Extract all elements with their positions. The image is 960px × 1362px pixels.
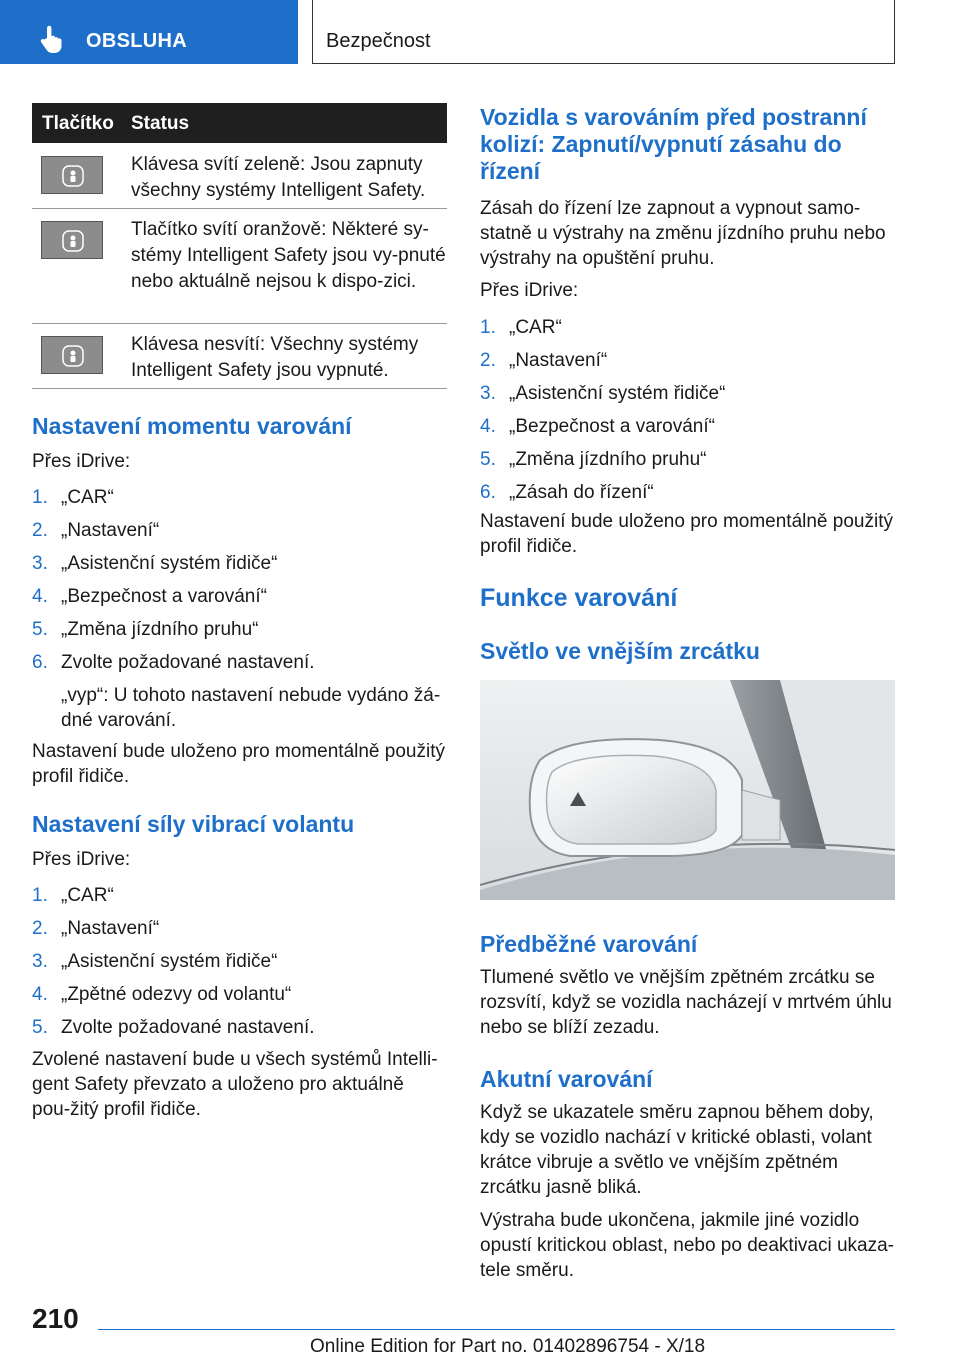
safety-button-green-icon [41, 156, 103, 194]
chapter-tab[interactable] [0, 0, 298, 64]
note: „vyp“: U tohoto nastavení nebude vydáno žá-dné varování. [61, 685, 441, 731]
status-text: Klávesa svítí zeleně: Jsou zapnuty všechny systémy Intelligent Safety. [131, 154, 426, 201]
section-heading: Akutní varování [480, 1066, 653, 1092]
hand-pointer-icon [38, 24, 68, 54]
button-status-table [32, 103, 447, 389]
section-heading: Světlo ve vnějším zrcátku [480, 638, 760, 664]
paragraph: Přes iDrive: [480, 280, 579, 301]
section-heading: Funkce varování [480, 584, 678, 612]
column-header-status: Status [131, 113, 190, 134]
paragraph: Přes iDrive: [32, 849, 131, 870]
paragraph: Zásah do řízení lze zapnout a vypnout samo-statně u výstrahy na změnu jízdního pruhu nebo výstrahy na opuštění pruhu. [480, 198, 886, 269]
status-text: Klávesa nesvítí: Všechny systémy Intelligent Safety jsou vypnuté. [131, 334, 419, 381]
header-divider [312, 63, 895, 64]
section-heading: Nastavení síly vibrací volantu [32, 811, 355, 837]
section-heading: Vozidla s varováním před postranní kolizí: Zapnutí/vypnutí zásahu do řízení [480, 104, 867, 184]
page-number: 210 [32, 1303, 79, 1334]
table-header [32, 103, 447, 143]
table-row [32, 324, 447, 389]
side-mirror-illustration [480, 680, 895, 900]
safety-button-off-icon [41, 336, 103, 374]
paragraph: Přes iDrive: [32, 451, 131, 472]
paragraph: Když se ukazatele směru zapnou během doby, kdy se vozidlo nachází v kritické oblasti, volant krátce vibruje a světlo ve vnějším zpětném zrcátku jasně bliká. [480, 1102, 874, 1198]
section-heading: Nastavení momentu varování [32, 413, 352, 439]
table-row [32, 143, 447, 209]
breadcrumb: Bezpečnost [326, 30, 431, 52]
header-divider [894, 0, 895, 64]
safety-button-orange-icon [41, 221, 103, 259]
paragraph: Zvolené nastavení bude u všech systémů Intelli-gent Safety převzato a uloženo pro aktuálně pou-žitý profil řidiče. [32, 1049, 438, 1120]
footer-divider [98, 1329, 895, 1330]
section-heading: Předběžné varování [480, 931, 698, 957]
column-header-button: Tlačítko [42, 113, 114, 134]
chapter-tab-label: OBSLUHA [86, 30, 187, 52]
paragraph: Nastavení bude uloženo pro momentálně použitý profil řidiče. [480, 511, 893, 557]
table-row [32, 209, 447, 324]
header-divider [312, 0, 313, 64]
paragraph: Tlumené světlo ve vnějším zpětném zrcátku se rozsvítí, když se vozidla nacházejí v mrtvém úhlu nebo se blíží zezadu. [480, 967, 892, 1038]
paragraph: Výstraha bude ukončena, jakmile jiné vozidlo opustí kritickou oblast, nebo po deaktivaci ukaza-tele směru. [480, 1210, 895, 1281]
footer-edition: Online Edition for Part no. 01402896754 - X/18 [310, 1336, 706, 1357]
paragraph: Nastavení bude uloženo pro momentálně použitý profil řidiče. [32, 741, 445, 787]
status-text: Tlačítko svítí oranžově: Některé sy-stémy Intelligent Safety jsou vy-pnuté nebo aktuálně nejsou k dispo-zici. [131, 219, 446, 292]
